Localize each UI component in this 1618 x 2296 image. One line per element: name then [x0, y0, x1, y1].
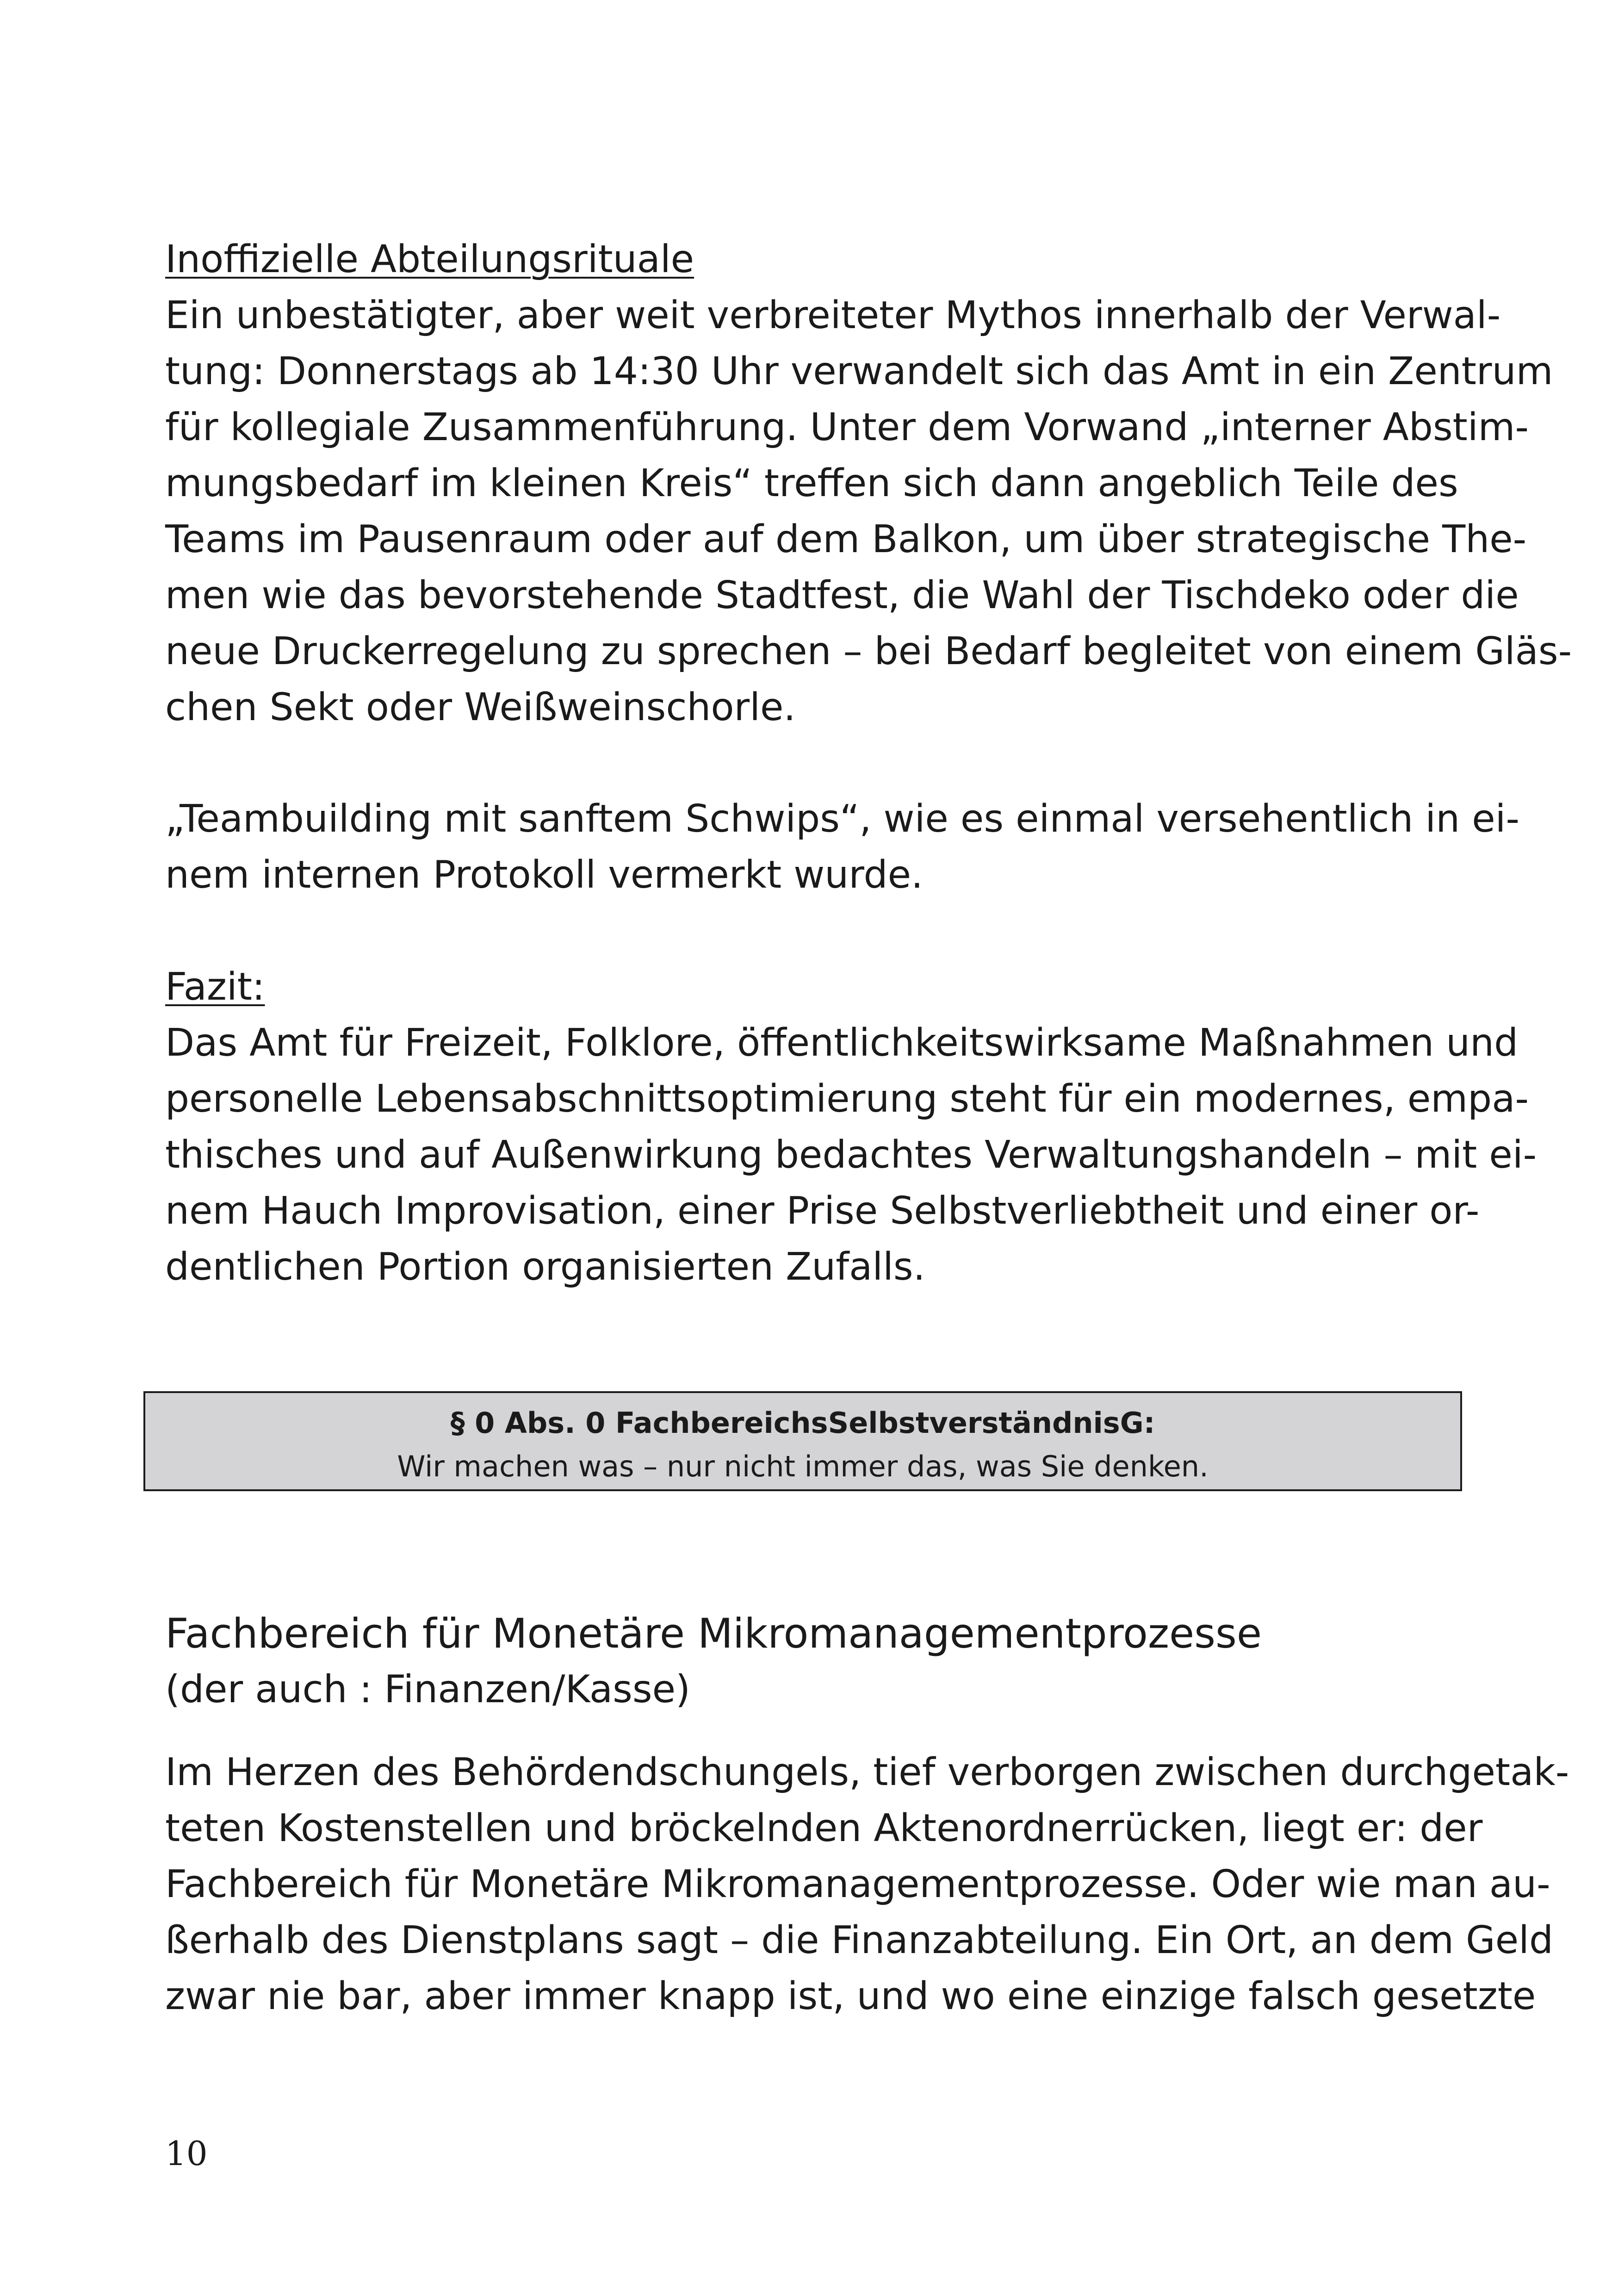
section-heading: Fachbereich für Monetäre Mikromanagementprozesse: [165, 1610, 1262, 1657]
body-line: für kollegiale Zusammenführung. Unter dem Vorwand „interner Abstim-: [165, 405, 1529, 449]
body-line: thisches und auf Außenwirkung bedachtes Verwaltungshandeln – mit ei-: [165, 1133, 1537, 1177]
body-line: zwar nie bar, aber immer knapp ist, und wo eine einzige falsch gesetzte: [165, 1974, 1536, 2018]
section-title-rituale: Inoffizielle Abteilungsrituale: [165, 237, 694, 281]
body-line: Teams im Pausenraum oder auf dem Balkon, um über strategische The-: [165, 517, 1527, 561]
body-line: Das Amt für Freizeit, Folklore, öffentlichkeitswirksame Maßnahmen und: [165, 1021, 1519, 1065]
quote-line: nem internen Protokoll vermerkt wurde.: [165, 853, 924, 897]
body-line: personelle Lebensabschnittsoptimierung steht für ein modernes, empa-: [165, 1077, 1529, 1121]
body-line: tung: Donnerstags ab 14:30 Uhr verwandelt sich das Amt in ein Zentrum: [165, 349, 1553, 393]
page-number: 10: [165, 2134, 208, 2173]
body-line: mungsbedarf im kleinen Kreis“ treffen sich dann angeblich Teile des: [165, 461, 1458, 505]
body-line: teten Kostenstellen und bröckelnden Aktenordnerrücken, liegt er: der: [165, 1806, 1483, 1850]
body-line: chen Sekt oder Weißweinschorle.: [165, 685, 796, 729]
body-line: Ein unbestätigter, aber weit verbreiteter Mythos innerhalb der Verwal-: [165, 293, 1501, 337]
section-title-fazit: Fazit:: [165, 965, 265, 1009]
callout-title: § 0 Abs. 0 FachbereichsSelbstverständnisG:: [450, 1406, 1155, 1440]
quote-line: „Teambuilding mit sanftem Schwips“, wie es einmal versehentlich in ei-: [165, 797, 1520, 841]
body-line: dentlichen Portion organisierten Zufalls.: [165, 1245, 925, 1289]
body-line: Fachbereich für Monetäre Mikromanagementprozesse. Oder wie man au-: [165, 1862, 1550, 1906]
section-subheading: (der auch : Finanzen/Kasse): [165, 1668, 691, 1711]
body-line: ßerhalb des Dienstplans sagt – die Finanzabteilung. Ein Ort, an dem Geld: [165, 1918, 1554, 1962]
body-line: men wie das bevorstehende Stadtfest, die Wahl der Tischdeko oder die: [165, 573, 1519, 617]
body-line: neue Druckerregelung zu sprechen – bei Bedarf begleitet von einem Gläs-: [165, 629, 1572, 673]
body-line: Im Herzen des Behördendschungels, tief verborgen zwischen durchgetak-: [165, 1750, 1569, 1794]
body-line: nem Hauch Improvisation, einer Prise Selbstverliebtheit und einer or-: [165, 1189, 1480, 1233]
callout-box: [143, 1391, 1462, 1491]
callout-text: Wir machen was – nur nicht immer das, was Sie denken.: [397, 1450, 1209, 1483]
